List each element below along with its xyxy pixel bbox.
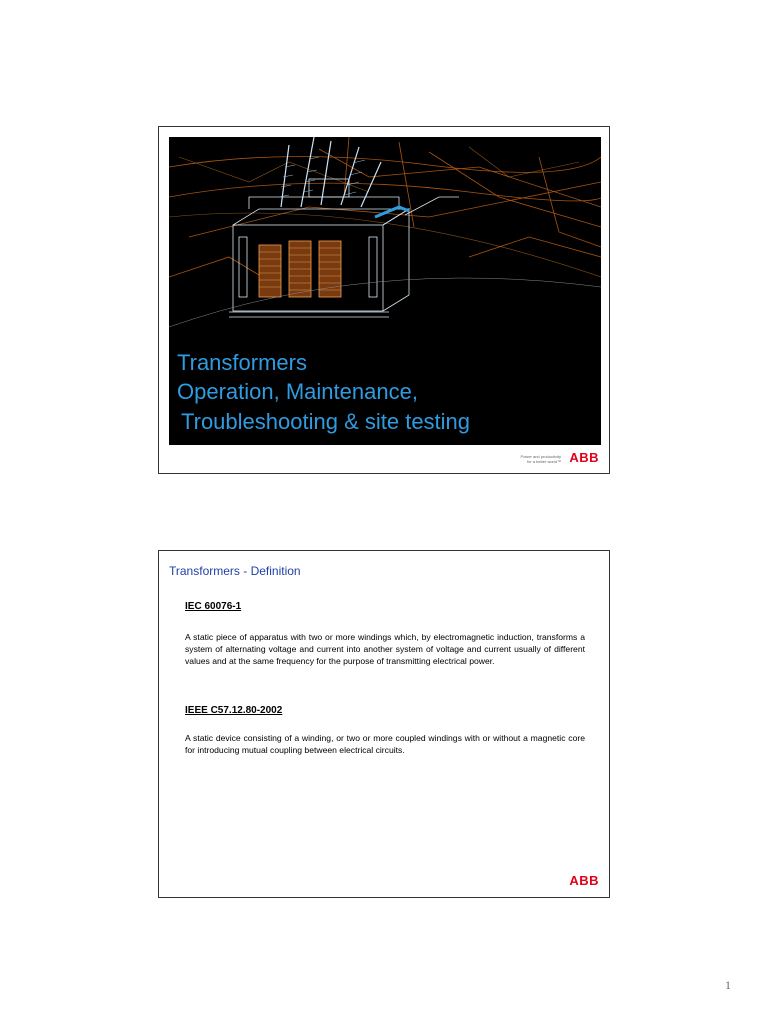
abb-logo: ABB bbox=[569, 450, 599, 465]
page-number: 1 bbox=[725, 978, 731, 992]
standard-definition-ieee: A static device consisting of a winding, or two or more coupled windings with or without a magnetic core for introducing mutual coupling between electrical circuits. bbox=[185, 733, 585, 755]
abb-tagline bbox=[501, 454, 561, 464]
hero-image bbox=[169, 137, 601, 445]
definition-slide bbox=[158, 550, 610, 898]
tagline-line-2: for a better world™ bbox=[526, 459, 561, 464]
title-slide bbox=[158, 126, 610, 474]
standard-heading-iec: IEC 60076-1 bbox=[185, 601, 242, 612]
standard-definition-iec: A static piece of apparatus with two or more windings which, by electromagnetic induction, transforms a system of alternating voltage and current into another system of voltage and current usually of different values and at the same frequency for the purpose of transmitting electrical power. bbox=[185, 632, 585, 666]
slide-title-line-3: Troubleshooting & site testing bbox=[181, 409, 471, 434]
slide-title: Transformers - Definition bbox=[169, 564, 301, 578]
slide-title-line-1: Transformers bbox=[177, 350, 307, 375]
abb-logo: ABB bbox=[569, 873, 599, 888]
standard-heading-ieee: IEEE C57.12.80-2002 bbox=[185, 705, 283, 716]
slide-title-line-2: Operation, Maintenance, bbox=[177, 379, 418, 404]
tagline-line-1: Power and productivity bbox=[520, 454, 561, 459]
